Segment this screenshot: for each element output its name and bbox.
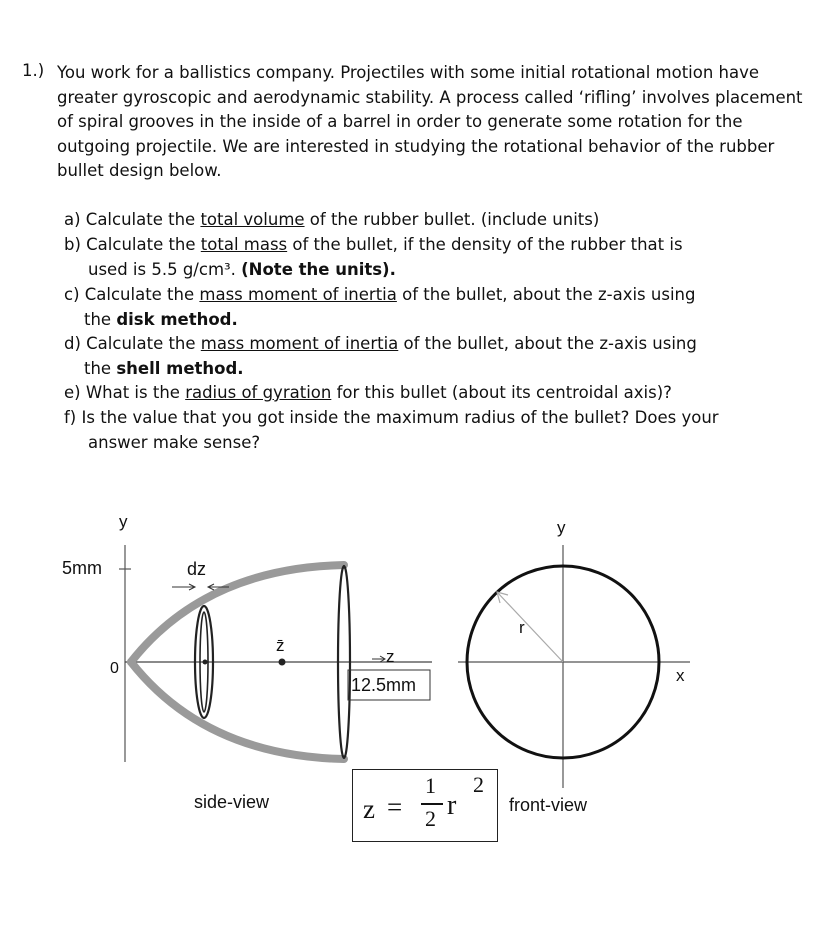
intro-line: outgoing projectile. We are interested in studying the rotational behavior of the rubber	[57, 136, 775, 156]
part-a: a) Calculate the total volume of the rubber bullet. (include units)	[64, 210, 600, 229]
formula-numerator: 1	[425, 773, 436, 798]
part-b: b) Calculate the total mass of the bullet, if the density of the rubber that is	[64, 235, 683, 254]
centroid-dot	[279, 659, 286, 666]
part-b-continued: used is 5.5 g/cm³. (Note the units).	[88, 260, 396, 279]
intro-line: of spiral grooves in the inside of a barrel in order to generate some rotation for the	[57, 112, 743, 132]
side-view-label: side-view	[194, 792, 270, 812]
formula-exponent: 2	[473, 772, 484, 797]
intro-line: bullet design below.	[57, 161, 222, 181]
length-label: 12.5mm	[351, 675, 417, 695]
fraction-bar	[421, 803, 443, 805]
zbar-label: z̄	[276, 636, 285, 655]
front-view-label: front-view	[509, 795, 588, 815]
intro-line: You work for a ballistics company. Projectiles with some initial rotational motion have	[57, 63, 760, 82]
dz-label: dz	[187, 559, 207, 579]
part-e: e) What is the radius of gyration for this bullet (about its centroidal axis)?	[64, 383, 672, 402]
underlined-term: radius of gyration	[185, 383, 332, 402]
disk-center-dot	[203, 660, 208, 665]
z-axis-label: z	[386, 647, 395, 666]
formula-denominator: 2	[425, 806, 436, 831]
bullet-top-profile	[131, 565, 344, 662]
part-f-continued: answer make sense?	[88, 433, 261, 452]
part-f: f) Is the value that you got inside the maximum radius of the bullet? Does your	[64, 408, 719, 427]
side-y-label: y	[119, 512, 128, 531]
underlined-term: total mass	[200, 235, 288, 254]
formula-box	[352, 769, 498, 842]
part-c-continued: the disk method.	[84, 310, 238, 329]
part-c: c) Calculate the mass moment of inertia of the bullet, about the z-axis using	[64, 285, 696, 304]
radius-line	[497, 592, 563, 662]
formula-variable: r	[447, 790, 457, 821]
bullet-bottom-profile	[131, 662, 344, 759]
front-y-label: y	[557, 518, 566, 537]
formula-lhs: z	[363, 794, 375, 824]
underlined-term: total volume	[200, 210, 305, 229]
underlined-term: mass moment of inertia	[199, 285, 397, 304]
radius-label: 5mm	[62, 558, 102, 578]
question-number: 1.)	[22, 61, 45, 80]
r-label: r	[519, 618, 525, 637]
intro-line: greater gyroscopic and aerodynamic stability. A process called ‘rifling’ involves placement	[57, 87, 803, 107]
origin-label: 0	[110, 660, 119, 677]
x-label: x	[676, 666, 685, 685]
formula-equals: =	[387, 792, 403, 822]
underlined-term: mass moment of inertia	[200, 334, 399, 353]
part-d: d) Calculate the mass moment of inertia of the bullet, about the z-axis using	[64, 334, 697, 353]
part-d-continued: the shell method.	[84, 359, 244, 378]
